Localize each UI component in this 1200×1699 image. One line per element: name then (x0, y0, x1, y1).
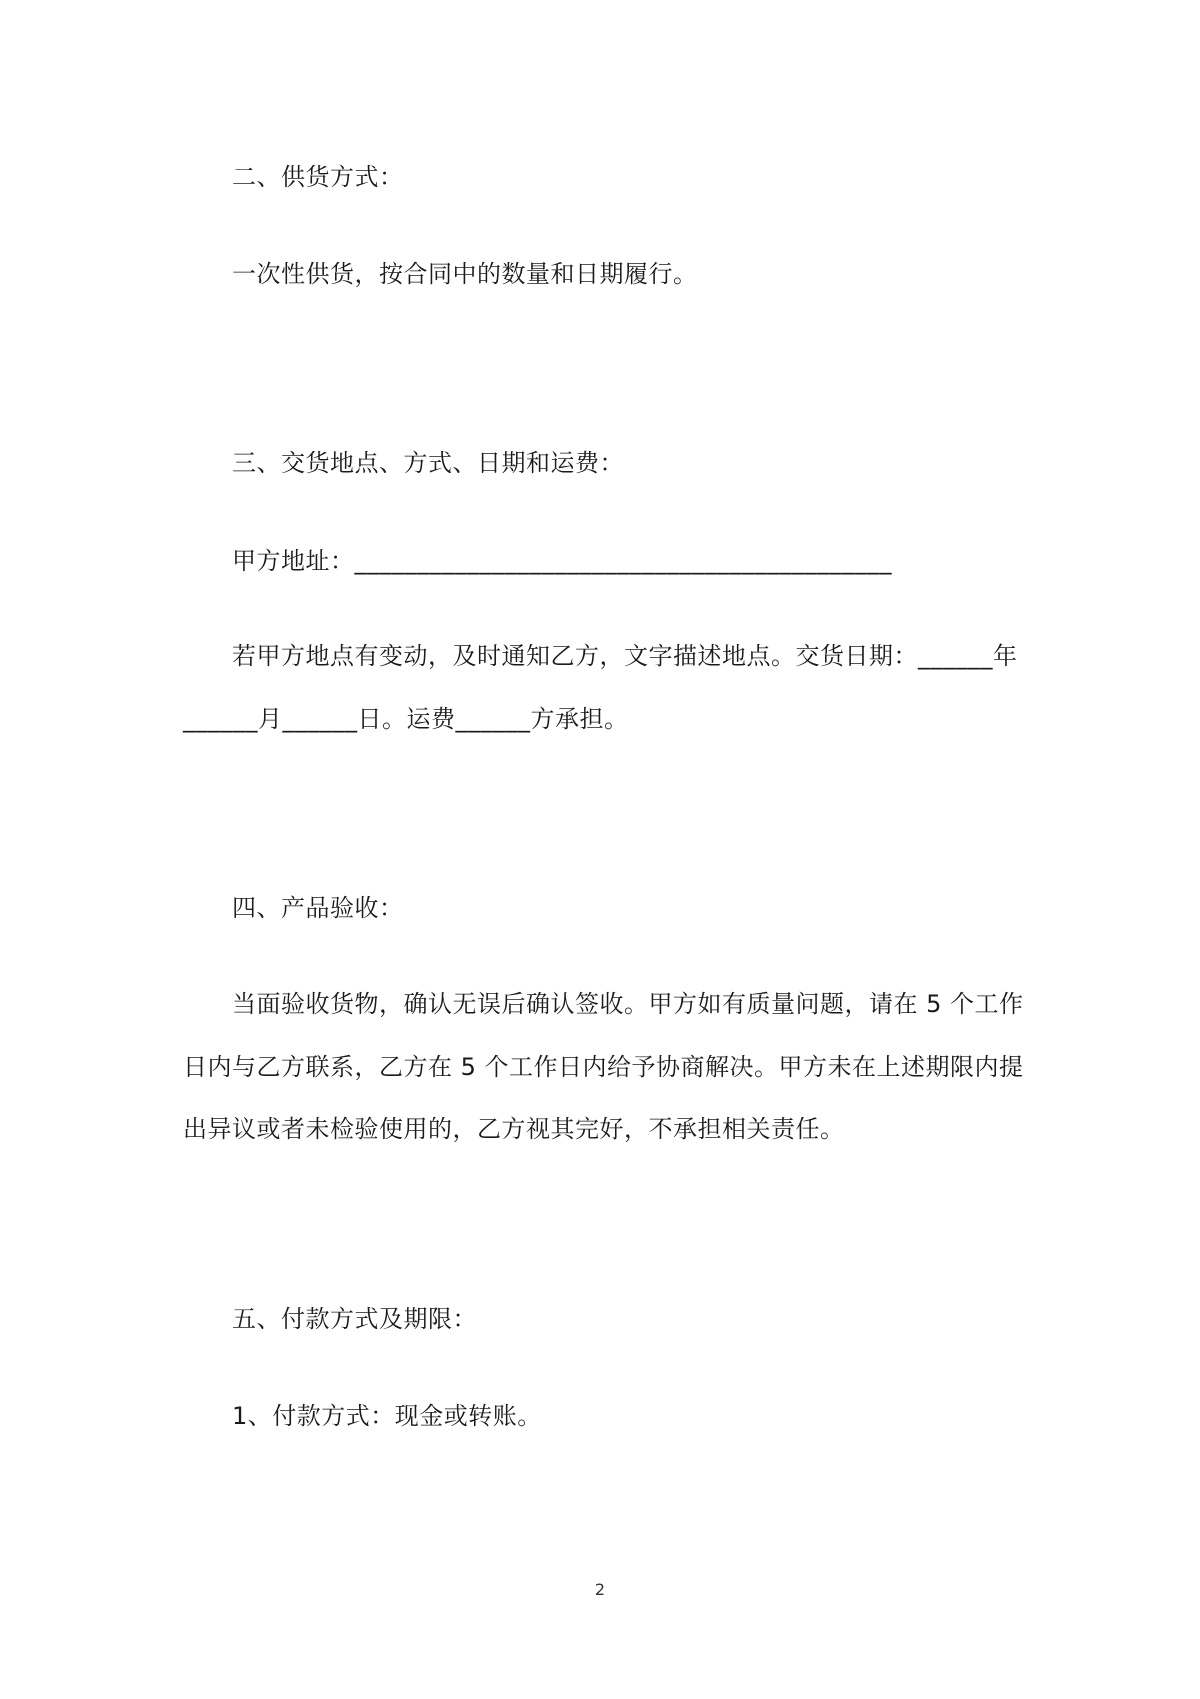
section-2-heading: 二、供货方式： (232, 163, 404, 191)
section-5-heading: 五、付款方式及期限： (232, 1305, 477, 1333)
page-number: 2 (594, 1580, 606, 1599)
section-2-body: 一次性供货，按合同中的数量和日期履行。 (232, 260, 698, 288)
section-3-body-line-1: 若甲方地点有变动，及时通知乙方，文字描述地点。交货日期：______年 (232, 642, 1018, 670)
section-5-item-1: 1、付款方式：现金或转账。 (232, 1402, 542, 1430)
section-3-address-line: 甲方地址：___________________________________________ (232, 547, 892, 575)
section-4-body-line-1: 当面验收货物，确认无误后确认签收。甲方如有质量问题，请在 5 个工作 (232, 990, 1024, 1018)
section-4-body-line-3: 出异议或者未检验使用的，乙方视其完好，不承担相关责任。 (183, 1115, 845, 1143)
section-3-heading: 三、交货地点、方式、日期和运费： (232, 449, 624, 477)
section-3-body-line-2: ______月______日。运费______方承担。 (183, 705, 629, 733)
section-4-heading: 四、产品验收： (232, 894, 404, 922)
section-4-body-line-2: 日内与乙方联系，乙方在 5 个工作日内给予协商解决。甲方未在上述期限内提 (183, 1053, 1024, 1081)
